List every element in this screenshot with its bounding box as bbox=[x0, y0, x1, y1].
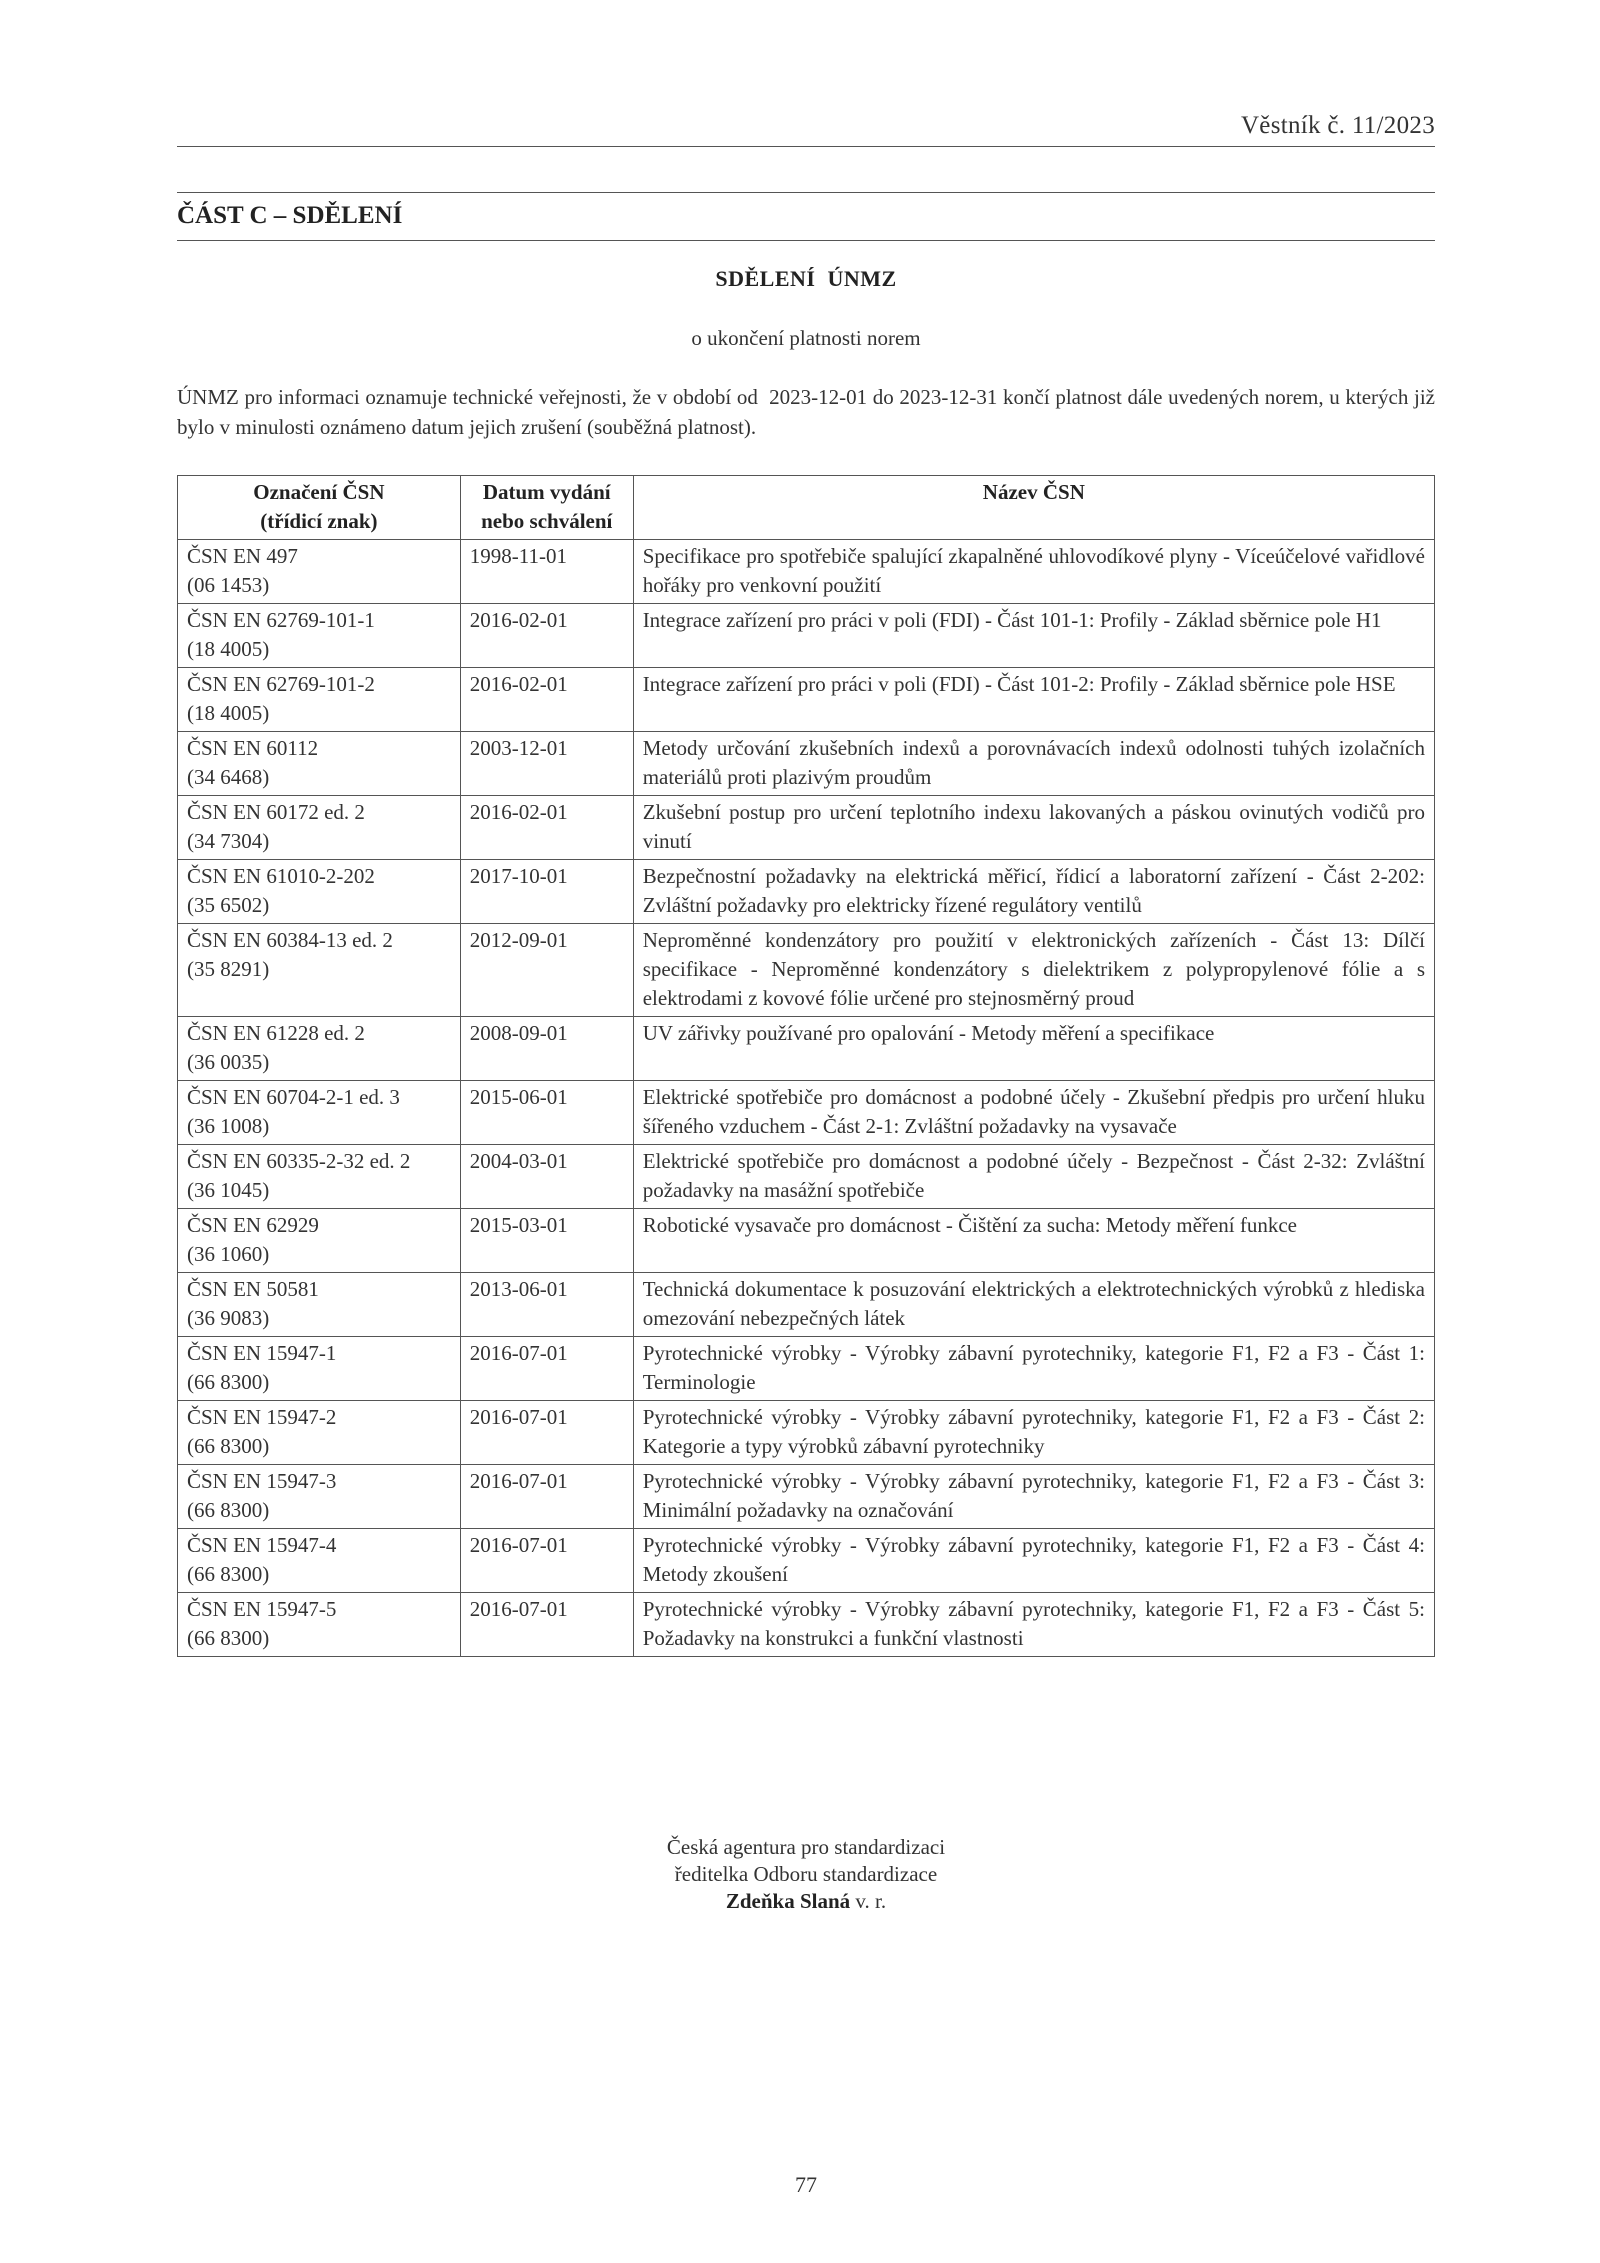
norm-title: Pyrotechnické výrobky - Výrobky zábavní pyrotechniky, kategorie F1, F2 a F3 - Část 2: Kategorie a typy výrobků zábavní pyrotechniky bbox=[633, 1401, 1434, 1465]
designation-cell bbox=[178, 924, 461, 1017]
table-row bbox=[178, 1529, 1435, 1593]
norm-class-code: (66 8300) bbox=[187, 1498, 270, 1522]
norm-title: UV zářivky používané pro opalování - Metody měření a specifikace bbox=[633, 1017, 1434, 1081]
norm-title: Zkušební postup pro určení teplotního indexu lakovaných a páskou ovinutých vodičů pro vinutí bbox=[633, 796, 1434, 860]
norm-title: Metody určování zkušebních indexů a porovnávacích indexů odolnosti tuhých izolačních materiálů proti plazivým proudům bbox=[633, 732, 1434, 796]
designation-cell bbox=[178, 1081, 461, 1145]
designation-cell bbox=[178, 1529, 461, 1593]
table-body bbox=[178, 540, 1435, 1657]
norm-class-code: (66 8300) bbox=[187, 1626, 270, 1650]
designation-cell bbox=[178, 1593, 461, 1657]
norm-title: Integrace zařízení pro práci v poli (FDI) - Část 101-2: Profily - Základ sběrnice pole HSE bbox=[633, 668, 1434, 732]
norm-title: Pyrotechnické výrobky - Výrobky zábavní pyrotechniky, kategorie F1, F2 a F3 - Část 5: Požadavky na konstrukci a funkční vlastnosti bbox=[633, 1593, 1434, 1657]
norm-code: ČSN EN 50581 bbox=[187, 1277, 319, 1301]
signature-suffix: v. r. bbox=[850, 1889, 887, 1913]
norm-date: 2003-12-01 bbox=[460, 732, 633, 796]
norm-date: 2016-02-01 bbox=[460, 604, 633, 668]
norm-date: 2016-07-01 bbox=[460, 1465, 633, 1529]
column-header-date bbox=[460, 476, 633, 540]
header-date-line-2: nebo schválení bbox=[481, 509, 613, 533]
norm-code: ČSN EN 60112 bbox=[187, 736, 319, 760]
norm-class-code: (36 1060) bbox=[187, 1242, 270, 1266]
table-row bbox=[178, 1081, 1435, 1145]
table-row bbox=[178, 1273, 1435, 1337]
signature-organization: Česká agentura pro standardizaci bbox=[666, 1835, 946, 1859]
norm-class-code: (36 1045) bbox=[187, 1178, 270, 1202]
norm-class-code: (36 9083) bbox=[187, 1306, 270, 1330]
table-row bbox=[178, 732, 1435, 796]
signature-name-line bbox=[177, 1888, 1435, 1915]
header-designation-line-2: (třídicí znak) bbox=[260, 509, 378, 533]
column-header-title: Název ČSN bbox=[633, 476, 1434, 540]
table-row bbox=[178, 924, 1435, 1017]
column-header-designation bbox=[178, 476, 461, 540]
notice-title: SDĚLENÍ ÚNMZ bbox=[715, 266, 897, 291]
norm-code: ČSN EN 60172 ed. 2 bbox=[187, 800, 365, 824]
norm-class-code: (35 6502) bbox=[187, 893, 270, 917]
norm-code: ČSN EN 62769-101-2 bbox=[187, 672, 375, 696]
section-bottom-rule bbox=[177, 240, 1435, 241]
norm-title: Elektrické spotřebiče pro domácnost a podobné účely - Bezpečnost - Část 2-32: Zvláštní požadavky na masážní spotřebiče bbox=[633, 1145, 1434, 1209]
table-row bbox=[178, 1465, 1435, 1529]
norm-title: Pyrotechnické výrobky - Výrobky zábavní pyrotechniky, kategorie F1, F2 a F3 - Část 4: Metody zkoušení bbox=[633, 1529, 1434, 1593]
intro-paragraph: ÚNMZ pro informaci oznamuje technické veřejnosti, že v období od 2023-12-01 do 2023-12-31 končí platnost dále uvedených norem, u kterých již bylo v minulosti oznámeno datum jejich zrušení (souběžná platnost). bbox=[177, 385, 1441, 439]
table-row bbox=[178, 540, 1435, 604]
norm-title: Neproměnné kondenzátory pro použití v elektronických zařízeních - Část 13: Dílčí specifikace - Neproměnné kondenzátory s dielektrikem z polypropylenové fólie a s elektrodami z kovové fólie určené pro stejnosměrný proud bbox=[633, 924, 1434, 1017]
norm-title: Specifikace pro spotřebiče spalující zkapalněné uhlovodíkové plyny - Víceúčelové vařidlové hořáky pro venkovní použití bbox=[633, 540, 1434, 604]
norm-date: 2013-06-01 bbox=[460, 1273, 633, 1337]
norm-class-code: (34 6468) bbox=[187, 765, 270, 789]
norm-code: ČSN EN 60384-13 ed. 2 bbox=[187, 928, 393, 952]
norm-code: ČSN EN 60704-2-1 ed. 3 bbox=[187, 1085, 400, 1109]
designation-cell bbox=[178, 1017, 461, 1081]
signature-block bbox=[177, 1834, 1435, 1915]
norm-class-code: (06 1453) bbox=[187, 573, 270, 597]
journal-issue-header: Věstník č. 11/2023 bbox=[1240, 112, 1435, 139]
norm-class-code: (36 0035) bbox=[187, 1050, 270, 1074]
norm-date: 2017-10-01 bbox=[460, 860, 633, 924]
norm-class-code: (35 8291) bbox=[187, 957, 270, 981]
header-date-line-1: Datum vydání bbox=[482, 480, 611, 504]
norm-code: ČSN EN 61010-2-202 bbox=[187, 864, 375, 888]
norm-title: Robotické vysavače pro domácnost - Čištění za sucha: Metody měření funkce bbox=[633, 1209, 1434, 1273]
table-row bbox=[178, 1401, 1435, 1465]
norm-title: Integrace zařízení pro práci v poli (FDI) - Část 101-1: Profily - Základ sběrnice pole H1 bbox=[633, 604, 1434, 668]
norm-date: 1998-11-01 bbox=[460, 540, 633, 604]
norm-code: ČSN EN 15947-4 bbox=[187, 1533, 337, 1557]
header-rule bbox=[177, 146, 1435, 147]
norm-title: Pyrotechnické výrobky - Výrobky zábavní pyrotechniky, kategorie F1, F2 a F3 - Část 1: Terminologie bbox=[633, 1337, 1434, 1401]
signature-name: Zdeňka Slaná bbox=[725, 1889, 851, 1913]
norm-code: ČSN EN 61228 ed. 2 bbox=[187, 1021, 365, 1045]
designation-cell bbox=[178, 540, 461, 604]
norm-date: 2008-09-01 bbox=[460, 1017, 633, 1081]
page-number: 77 bbox=[795, 2172, 817, 2197]
norm-code: ČSN EN 497 bbox=[187, 544, 298, 568]
norm-code: ČSN EN 60335-2-32 ed. 2 bbox=[187, 1149, 411, 1173]
norm-date: 2016-02-01 bbox=[460, 668, 633, 732]
norms-table bbox=[177, 475, 1435, 1657]
table-row bbox=[178, 1145, 1435, 1209]
norm-code: ČSN EN 62929 bbox=[187, 1213, 319, 1237]
norm-date: 2012-09-01 bbox=[460, 924, 633, 1017]
designation-cell bbox=[178, 1209, 461, 1273]
signature-role: ředitelka Odboru standardizace bbox=[674, 1862, 938, 1886]
designation-cell bbox=[178, 732, 461, 796]
table-row bbox=[178, 668, 1435, 732]
designation-cell bbox=[178, 1145, 461, 1209]
designation-cell bbox=[178, 1465, 461, 1529]
table-row bbox=[178, 796, 1435, 860]
norm-class-code: (18 4005) bbox=[187, 637, 270, 661]
document-page bbox=[177, 0, 1441, 2263]
norm-code: ČSN EN 15947-2 bbox=[187, 1405, 337, 1429]
norm-title: Bezpečnostní požadavky na elektrická měřicí, řídicí a laboratorní zařízení - Část 2-202: Zvláštní požadavky pro elektricky řízené regulátory ventilů bbox=[633, 860, 1434, 924]
designation-cell bbox=[178, 1337, 461, 1401]
norm-title: Elektrické spotřebiče pro domácnost a podobné účely - Zkušební předpis pro určení hluku šířeného vzduchem - Část 2-1: Zvláštní požadavky na vysavače bbox=[633, 1081, 1434, 1145]
norm-class-code: (66 8300) bbox=[187, 1562, 270, 1586]
section-top-rule bbox=[177, 192, 1435, 193]
table-row bbox=[178, 860, 1435, 924]
designation-cell bbox=[178, 668, 461, 732]
table-row bbox=[178, 1017, 1435, 1081]
designation-cell bbox=[178, 604, 461, 668]
norm-code: ČSN EN 62769-101-1 bbox=[187, 608, 375, 632]
norm-code: ČSN EN 15947-1 bbox=[187, 1341, 337, 1365]
norm-date: 2016-07-01 bbox=[460, 1529, 633, 1593]
norm-date: 2004-03-01 bbox=[460, 1145, 633, 1209]
norm-date: 2015-06-01 bbox=[460, 1081, 633, 1145]
norm-class-code: (36 1008) bbox=[187, 1114, 270, 1138]
norm-code: ČSN EN 15947-5 bbox=[187, 1597, 337, 1621]
norm-class-code: (66 8300) bbox=[187, 1370, 270, 1394]
norm-title: Pyrotechnické výrobky - Výrobky zábavní pyrotechniky, kategorie F1, F2 a F3 - Část 3: Minimální požadavky na označování bbox=[633, 1465, 1434, 1529]
section-title: ČÁST C – SDĚLENÍ bbox=[177, 202, 403, 229]
norm-title: Technická dokumentace k posuzování elektrických a elektrotechnických výrobků z hlediska omezování nebezpečných látek bbox=[633, 1273, 1434, 1337]
norm-class-code: (34 7304) bbox=[187, 829, 270, 853]
norm-class-code: (18 4005) bbox=[187, 701, 270, 725]
norm-class-code: (66 8300) bbox=[187, 1434, 270, 1458]
table-row bbox=[178, 1209, 1435, 1273]
designation-cell bbox=[178, 860, 461, 924]
table-row bbox=[178, 1593, 1435, 1657]
designation-cell bbox=[178, 796, 461, 860]
table-row bbox=[178, 604, 1435, 668]
header-designation-line-1: Označení ČSN bbox=[253, 480, 385, 504]
notice-subtitle: o ukončení platnosti norem bbox=[691, 326, 921, 350]
designation-cell bbox=[178, 1401, 461, 1465]
norm-date: 2015-03-01 bbox=[460, 1209, 633, 1273]
table-header-row bbox=[178, 476, 1435, 540]
norm-date: 2016-07-01 bbox=[460, 1593, 633, 1657]
norm-date: 2016-07-01 bbox=[460, 1401, 633, 1465]
norm-date: 2016-07-01 bbox=[460, 1337, 633, 1401]
table-row bbox=[178, 1337, 1435, 1401]
norm-code: ČSN EN 15947-3 bbox=[187, 1469, 337, 1493]
norm-date: 2016-02-01 bbox=[460, 796, 633, 860]
designation-cell bbox=[178, 1273, 461, 1337]
